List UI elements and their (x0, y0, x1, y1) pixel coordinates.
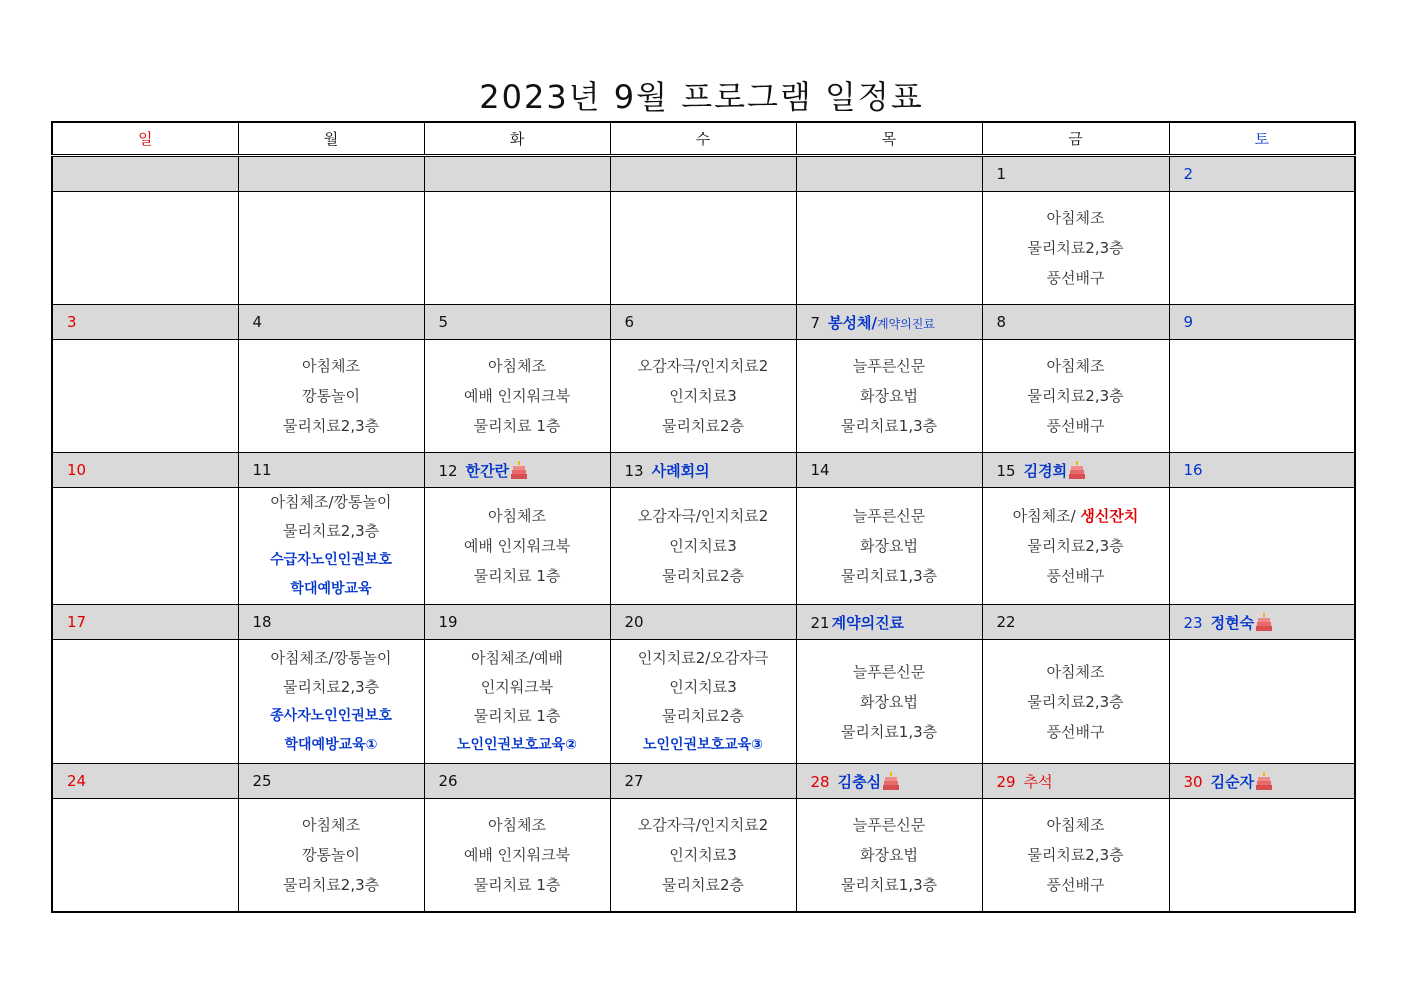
date-number: 17 (67, 613, 87, 631)
date-number: 1 (996, 165, 1007, 183)
day-content (610, 488, 796, 605)
day-content (424, 192, 610, 305)
date-number: 15 (996, 461, 1016, 480)
day-content (982, 488, 1169, 605)
day-content (238, 488, 424, 605)
day-content (982, 640, 1169, 764)
birthday-cake-icon (511, 461, 527, 479)
program-line: 물리치료2,3층 (1027, 537, 1124, 555)
calendar-table (51, 121, 1356, 913)
program-line: 물리치료2층 (662, 417, 744, 435)
weekday-thu: 목 (796, 122, 982, 156)
program-line: 화장요법 (860, 845, 918, 864)
date-number: 13 (624, 461, 644, 480)
program-line: 풍선배구 (1046, 567, 1105, 585)
program-line: 예배 인지워크북 (463, 537, 571, 555)
day-content (982, 192, 1169, 305)
day-content (52, 192, 238, 305)
program-line: 아침체조 (488, 357, 546, 375)
date-number: 18 (252, 613, 272, 631)
day-content (610, 640, 796, 764)
program-line: 물리치료2,3층 (1027, 692, 1124, 711)
birthday-party-label: 생신잔치 (1080, 507, 1139, 525)
program-line: 물리치료 1층 (473, 417, 561, 435)
date-cell (1169, 453, 1355, 488)
date-cell (238, 605, 424, 640)
content-row (52, 799, 1355, 912)
date-number: 27 (624, 772, 644, 790)
birthday-note: 김순자 (1210, 772, 1255, 791)
day-content (610, 799, 796, 912)
date-cell (238, 453, 424, 488)
date-number: 8 (996, 313, 1007, 331)
weekday-header-row (52, 122, 1355, 156)
program-line-part: 아침체조/ (1012, 507, 1076, 525)
program-line: 물리치료1,3층 (840, 875, 938, 894)
date-number: 22 (996, 613, 1016, 631)
date-cell (1169, 605, 1355, 640)
date-cell (238, 764, 424, 799)
weekday-mon: 월 (238, 122, 424, 156)
program-line: 오감자극/인지치료2 (637, 357, 769, 375)
date-cell (796, 453, 982, 488)
day-content (424, 799, 610, 912)
content-row (52, 640, 1355, 764)
day-content (238, 640, 424, 764)
program-line: 인지치료3 (669, 845, 737, 864)
program-line-education: 노인인권보호교육③ (642, 736, 764, 753)
day-content (796, 192, 982, 305)
page-title: 2023년 9월 프로그램 일정표 (479, 78, 924, 116)
date-number: 29 (996, 772, 1016, 791)
program-line: 아침체조 (488, 815, 546, 834)
program-line: 아침체조 (302, 815, 360, 834)
date-number: 25 (252, 772, 272, 790)
day-content (610, 340, 796, 453)
date-cell (796, 605, 982, 640)
program-line: 물리치료2층 (662, 567, 744, 585)
program-line: 늘푸른신문 (852, 662, 926, 681)
weekday-wed: 수 (610, 122, 796, 156)
program-line: 깡통놀이 (302, 845, 360, 864)
date-number: 30 (1183, 772, 1203, 791)
day-content (1169, 488, 1355, 605)
program-line: 물리치료1,3층 (840, 417, 938, 435)
date-cell (52, 156, 238, 192)
date-number: 3 (67, 313, 77, 331)
program-line: 물리치료2층 (662, 875, 744, 894)
day-content (1169, 192, 1355, 305)
day-content (982, 340, 1169, 453)
birthday-cake-icon (883, 772, 899, 790)
program-line: 아침체조/깡통놀이 (270, 493, 392, 511)
date-cell (610, 453, 796, 488)
program-line: 풍선배구 (1046, 269, 1105, 287)
date-number: 14 (810, 461, 830, 479)
day-content (52, 799, 238, 912)
date-cell (52, 305, 238, 340)
program-line: 오감자극/인지치료2 (637, 507, 769, 525)
date-cell (1169, 156, 1355, 192)
program-line: 아침체조 (1046, 662, 1105, 681)
content-row (52, 488, 1355, 605)
date-number: 12 (438, 461, 458, 480)
day-content (796, 799, 982, 912)
weekday-tue: 화 (424, 122, 610, 156)
program-line: 물리치료2,3층 (282, 875, 380, 894)
date-cell (610, 605, 796, 640)
date-cell (424, 156, 610, 192)
birthday-note: 김경희 (1023, 461, 1068, 480)
date-number: 4 (252, 313, 263, 331)
date-number: 20 (624, 613, 644, 631)
date-cell (424, 453, 610, 488)
program-line: 오감자극/인지치료2 (637, 815, 769, 834)
program-line: 인지치료3 (669, 537, 737, 555)
date-cell (1169, 305, 1355, 340)
program-line: 화장요법 (860, 387, 918, 405)
day-content (238, 340, 424, 453)
program-line: 아침체조 (1046, 815, 1105, 834)
date-cell (1169, 764, 1355, 799)
date-cell (52, 764, 238, 799)
day-content (1169, 799, 1355, 912)
date-cell (238, 305, 424, 340)
day-content (796, 488, 982, 605)
program-line: 아침체조 (1046, 357, 1105, 375)
date-number: 9 (1183, 313, 1194, 331)
date-cell (610, 156, 796, 192)
program-line: 늘푸른신문 (852, 815, 926, 834)
program-line: 아침체조 (302, 357, 360, 375)
date-cell (610, 305, 796, 340)
birthday-cake-icon (1069, 461, 1085, 479)
date-cell (982, 764, 1169, 799)
day-content (424, 340, 610, 453)
date-number: 6 (624, 313, 635, 331)
date-cell (796, 156, 982, 192)
date-note: 계약의진료 (831, 613, 905, 632)
program-line: 풍선배구 (1046, 417, 1105, 435)
program-line: 늘푸른신문 (852, 357, 926, 375)
date-number: 19 (438, 613, 458, 631)
program-line: 인지워크북 (480, 677, 554, 696)
date-row (52, 764, 1355, 799)
weekday-sat: 토 (1169, 122, 1355, 156)
date-cell (982, 305, 1169, 340)
program-line: 물리치료2,3층 (282, 417, 380, 435)
content-row (52, 340, 1355, 453)
program-line: 풍선배구 (1046, 722, 1105, 741)
program-line: 물리치료2,3층 (282, 522, 380, 540)
weekday-sun: 일 (52, 122, 238, 156)
day-content (52, 488, 238, 605)
program-line: 화장요법 (860, 537, 918, 555)
program-line: 깡통놀이 (302, 387, 360, 405)
date-note: 봉성체/ (828, 313, 877, 332)
date-note: 사례회의 (651, 461, 710, 480)
day-content (1169, 340, 1355, 453)
program-line: 물리치료1,3층 (840, 567, 938, 585)
date-number: 24 (67, 772, 87, 790)
program-line: 화장요법 (860, 692, 918, 711)
birthday-cake-icon (1256, 613, 1272, 631)
date-cell (424, 764, 610, 799)
program-line (983, 501, 1169, 531)
program-line: 인지치료3 (669, 677, 737, 696)
day-content (610, 192, 796, 305)
content-row (52, 192, 1355, 305)
program-line: 물리치료2,3층 (1027, 845, 1124, 864)
date-cell (52, 453, 238, 488)
program-line: 인지치료3 (669, 387, 737, 405)
day-content (982, 799, 1169, 912)
program-line: 물리치료 1층 (473, 875, 561, 894)
date-cell (796, 305, 982, 340)
holiday-note: 추석 (1023, 772, 1053, 791)
date-number: 5 (438, 313, 449, 331)
day-content (1169, 640, 1355, 764)
program-line: 물리치료2층 (662, 706, 744, 725)
program-line: 물리치료 1층 (473, 567, 561, 585)
date-number: 10 (67, 461, 87, 479)
day-content (796, 340, 982, 453)
program-line: 인지치료2/오감자극 (637, 648, 769, 667)
day-content (52, 640, 238, 764)
day-content (424, 488, 610, 605)
program-line: 물리치료2,3층 (1027, 387, 1124, 405)
program-line: 예배 인지워크북 (463, 387, 571, 405)
program-line: 물리치료1,3층 (840, 722, 938, 741)
program-line-education: 수급자노인인권보호 (270, 552, 392, 568)
date-cell (52, 605, 238, 640)
program-line-education: 학대예방교육 (290, 581, 372, 597)
date-cell (982, 605, 1169, 640)
date-number: 16 (1183, 461, 1203, 479)
date-row (52, 156, 1355, 192)
day-content (238, 799, 424, 912)
date-cell (238, 156, 424, 192)
date-number: 23 (1183, 613, 1203, 632)
date-row (52, 605, 1355, 640)
date-cell (610, 764, 796, 799)
date-number: 11 (252, 461, 272, 479)
date-number: 7 (810, 313, 821, 332)
date-number: 2 (1183, 165, 1194, 183)
date-row (52, 453, 1355, 488)
weekday-fri: 금 (982, 122, 1169, 156)
program-line: 아침체조/깡통놀이 (270, 648, 392, 667)
date-cell (982, 453, 1169, 488)
date-number: 28 (810, 772, 830, 791)
program-line-education: 학대예방교육① (284, 736, 378, 753)
date-row (52, 305, 1355, 340)
date-number: 21 (810, 613, 830, 632)
date-cell (796, 764, 982, 799)
program-line: 물리치료2,3층 (1027, 239, 1124, 257)
program-line: 늘푸른신문 (852, 507, 926, 525)
date-cell (982, 156, 1169, 192)
program-line: 예배 인지워크북 (463, 845, 571, 864)
day-content (424, 640, 610, 764)
birthday-note: 정현숙 (1210, 613, 1255, 632)
program-line: 물리치료2,3층 (282, 677, 380, 696)
program-line: 아침체조/예배 (471, 648, 563, 667)
program-line-education: 종사자노인인권보호 (270, 707, 392, 724)
date-note-small: 계약의진료 (877, 316, 935, 331)
date-cell (424, 605, 610, 640)
birthday-note: 한간란 (465, 461, 510, 480)
birthday-cake-icon (1256, 772, 1272, 790)
birthday-note: 김충심 (837, 772, 882, 791)
date-number: 26 (438, 772, 458, 790)
program-line: 아침체조 (1046, 209, 1105, 227)
day-content (52, 340, 238, 453)
program-line-education: 노인인권보호교육② (456, 736, 578, 753)
program-line: 물리치료 1층 (473, 706, 561, 725)
program-line: 풍선배구 (1046, 875, 1105, 894)
day-content (238, 192, 424, 305)
date-cell (424, 305, 610, 340)
day-content (796, 640, 982, 764)
program-line: 아침체조 (488, 507, 546, 525)
